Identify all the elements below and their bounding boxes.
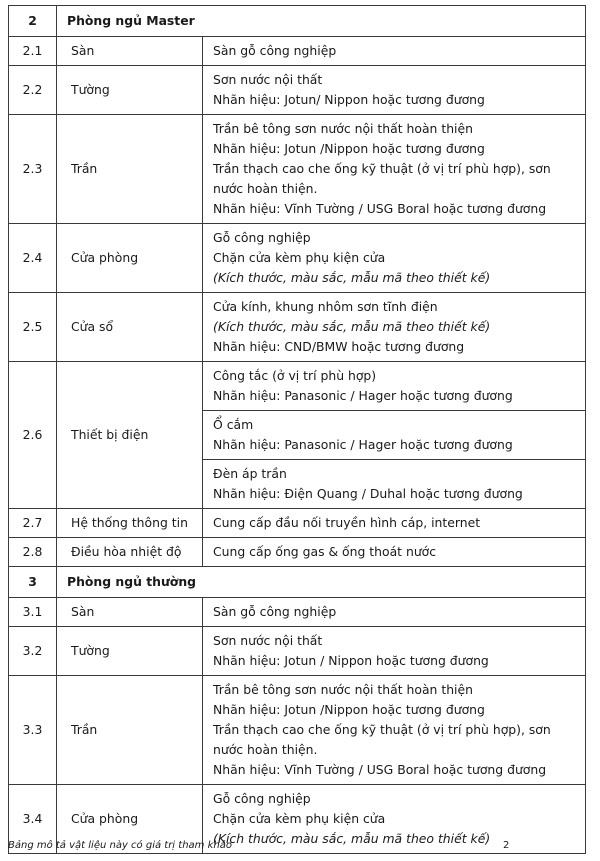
row-description: Đèn áp trần Nhãn hiệu: Điện Quang / Duhal hoặc tương đương bbox=[203, 460, 586, 509]
row-item: Hệ thống thông tin bbox=[57, 509, 203, 538]
row-item: Sàn bbox=[57, 598, 203, 627]
table-row bbox=[9, 598, 586, 627]
table-row bbox=[9, 627, 586, 676]
row-number: 2.2 bbox=[9, 66, 57, 115]
footer-note: Bảng mô tả vật liệu này có giá trị tham khảo bbox=[8, 840, 232, 851]
row-description: Sàn gỗ công nghiệp bbox=[203, 37, 586, 66]
row-item: Cửa phòng bbox=[57, 785, 203, 854]
table-row bbox=[9, 509, 586, 538]
row-description: Sơn nước nội thất Nhãn hiệu: Jotun / Nippon hoặc tương đương bbox=[203, 627, 586, 676]
section-title: Phòng ngủ Master bbox=[57, 6, 586, 37]
table-row bbox=[9, 66, 586, 115]
row-number: 3.1 bbox=[9, 598, 57, 627]
row-item: Cửa phòng bbox=[57, 224, 203, 293]
row-number: 2.6 bbox=[9, 362, 57, 509]
row-number: 2.7 bbox=[9, 509, 57, 538]
row-description: Gỗ công nghiệp Chặn cửa kèm phụ kiện cửa (Kích thước, màu sắc, mẫu mã theo thiết kế) bbox=[203, 785, 586, 854]
section-number: 3 bbox=[9, 567, 57, 598]
row-description: Trần bê tông sơn nước nội thất hoàn thiện Nhãn hiệu: Jotun /Nippon hoặc tương đương Trần thạch cao che ống kỹ thuật (ở vị trí phù hợp), sơn nước hoàn thiện. Nhãn hiệu: Vĩnh Tường / USG Boral hoặc tương đương bbox=[203, 115, 586, 224]
row-description: Cung cấp ống gas & ống thoát nước bbox=[203, 538, 586, 567]
row-number: 2.3 bbox=[9, 115, 57, 224]
section-header bbox=[9, 567, 586, 598]
section-number: 2 bbox=[9, 6, 57, 37]
row-description: Ổ cắm Nhãn hiệu: Panasonic / Hager hoặc tương đương bbox=[203, 411, 586, 460]
row-number: 2.5 bbox=[9, 293, 57, 362]
table-row bbox=[9, 224, 586, 293]
table-row bbox=[9, 676, 586, 785]
table-row bbox=[9, 362, 586, 411]
row-description: Gỗ công nghiệp Chặn cửa kèm phụ kiện cửa (Kích thước, màu sắc, mẫu mã theo thiết kế) bbox=[203, 224, 586, 293]
row-description: Sàn gỗ công nghiệp bbox=[203, 598, 586, 627]
row-number: 3.4 bbox=[9, 785, 57, 854]
page-footer bbox=[8, 840, 585, 851]
row-item: Sàn bbox=[57, 37, 203, 66]
table-row bbox=[9, 37, 586, 66]
row-description: Công tắc (ở vị trí phù hợp) Nhãn hiệu: Panasonic / Hager hoặc tương đương bbox=[203, 362, 586, 411]
row-item: Trần bbox=[57, 115, 203, 224]
row-number: 3.2 bbox=[9, 627, 57, 676]
section-title: Phòng ngủ thường bbox=[57, 567, 586, 598]
table-row bbox=[9, 293, 586, 362]
row-description: Cung cấp đầu nối truyền hình cáp, internet bbox=[203, 509, 586, 538]
row-item: Thiết bị điện bbox=[57, 362, 203, 509]
row-item: Tường bbox=[57, 66, 203, 115]
materials-table bbox=[8, 5, 586, 854]
row-number: 2.1 bbox=[9, 37, 57, 66]
row-description: Trần bê tông sơn nước nội thất hoàn thiện Nhãn hiệu: Jotun /Nippon hoặc tương đương Trần thạch cao che ống kỹ thuật (ở vị trí phù hợp), sơn nước hoàn thiện. Nhãn hiệu: Vĩnh Tường / USG Boral hoặc tương đương bbox=[203, 676, 586, 785]
row-number: 3.3 bbox=[9, 676, 57, 785]
row-number: 2.4 bbox=[9, 224, 57, 293]
row-description: Sơn nước nội thất Nhãn hiệu: Jotun/ Nippon hoặc tương đương bbox=[203, 66, 586, 115]
row-item: Điều hòa nhiệt độ bbox=[57, 538, 203, 567]
row-item: Tường bbox=[57, 627, 203, 676]
section-header bbox=[9, 6, 586, 37]
table-row bbox=[9, 115, 586, 224]
table-row bbox=[9, 538, 586, 567]
row-item: Trần bbox=[57, 676, 203, 785]
page-number: 2 bbox=[503, 840, 510, 851]
row-item: Cửa sổ bbox=[57, 293, 203, 362]
row-description: Cửa kính, khung nhôm sơn tĩnh điện (Kích thước, màu sắc, mẫu mã theo thiết kế) Nhãn hiệu: CND/BMW hoặc tương đương bbox=[203, 293, 586, 362]
row-number: 2.8 bbox=[9, 538, 57, 567]
